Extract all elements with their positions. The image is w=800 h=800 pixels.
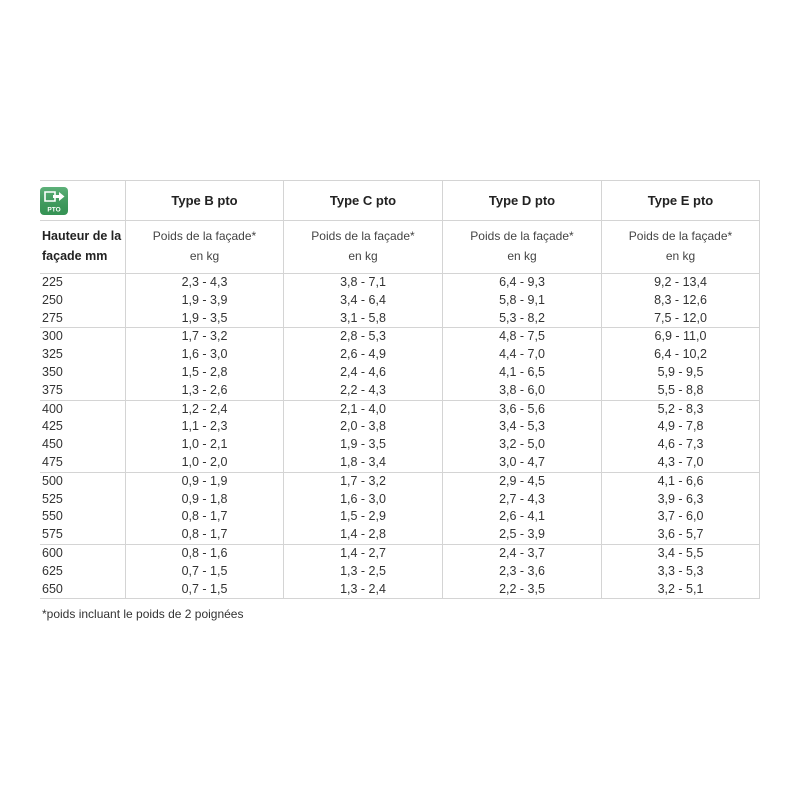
weight-cell-type-e: 4,1 - 6,6 bbox=[601, 473, 760, 491]
height-label bbox=[40, 221, 125, 273]
weight-cell-type-d: 6,4 - 9,3 bbox=[442, 274, 601, 292]
weight-cell-type-c: 1,7 - 3,2 bbox=[283, 473, 442, 491]
weight-cell-type-d: 3,8 - 6,0 bbox=[442, 382, 601, 400]
height-cell: 350 bbox=[42, 364, 63, 379]
weight-label-type-e bbox=[601, 221, 760, 273]
weight-cell-type-e: 8,3 - 12,6 bbox=[601, 292, 760, 310]
height-cell: 275 bbox=[42, 310, 63, 325]
table-row bbox=[40, 581, 760, 599]
weight-cell-type-b: 0,7 - 1,5 bbox=[125, 563, 283, 581]
table-row bbox=[40, 310, 760, 328]
label-row bbox=[40, 221, 760, 274]
weight-cell-type-e: 3,3 - 5,3 bbox=[601, 563, 760, 581]
weight-cell-type-d: 3,2 - 5,0 bbox=[442, 436, 601, 454]
row-group bbox=[40, 401, 760, 473]
weight-cell-type-c: 2,1 - 4,0 bbox=[283, 401, 442, 419]
table-body bbox=[40, 274, 760, 599]
table-row bbox=[40, 364, 760, 382]
height-cell: 400 bbox=[42, 401, 63, 416]
weight-cell-type-c: 2,4 - 4,6 bbox=[283, 364, 442, 382]
weight-cell-type-d: 5,3 - 8,2 bbox=[442, 310, 601, 328]
logo-cell bbox=[40, 181, 125, 220]
weight-cell-type-e: 7,5 - 12,0 bbox=[601, 310, 760, 328]
weight-cell-type-c: 1,4 - 2,7 bbox=[283, 545, 442, 563]
weight-cell-type-b: 0,8 - 1,7 bbox=[125, 508, 283, 526]
weight-cell-type-d: 2,5 - 3,9 bbox=[442, 526, 601, 544]
height-cell: 500 bbox=[42, 473, 63, 488]
weight-label-line-1: Poids de la façade* bbox=[311, 229, 415, 243]
weight-cell-type-c: 2,0 - 3,8 bbox=[283, 418, 442, 436]
row-group bbox=[40, 328, 760, 400]
weight-cell-type-d: 4,4 - 7,0 bbox=[442, 346, 601, 364]
column-header-type-d: Type D pto bbox=[442, 181, 601, 220]
weight-label-line-2: en kg bbox=[348, 249, 378, 263]
weight-cell-type-e: 4,9 - 7,8 bbox=[601, 418, 760, 436]
weight-label-line-2: en kg bbox=[665, 249, 696, 263]
table-row bbox=[40, 436, 760, 454]
weight-cell-type-c: 1,4 - 2,8 bbox=[283, 526, 442, 544]
weight-cell-type-e: 3,6 - 5,7 bbox=[601, 526, 760, 544]
weight-cell-type-d: 4,1 - 6,5 bbox=[442, 364, 601, 382]
weight-cell-type-c: 3,1 - 5,8 bbox=[283, 310, 442, 328]
row-group bbox=[40, 473, 760, 545]
weight-label-line-2: en kg bbox=[189, 249, 220, 263]
height-cell: 625 bbox=[42, 563, 63, 578]
weight-cell-type-c: 2,8 - 5,3 bbox=[283, 328, 442, 346]
weight-cell-type-b: 1,5 - 2,8 bbox=[125, 364, 283, 382]
weight-cell-type-c: 2,2 - 4,3 bbox=[283, 382, 442, 400]
weight-cell-type-b: 1,9 - 3,9 bbox=[125, 292, 283, 310]
weight-cell-type-b: 0,9 - 1,8 bbox=[125, 491, 283, 509]
weight-cell-type-b: 0,7 - 1,5 bbox=[125, 581, 283, 599]
table-row bbox=[40, 382, 760, 400]
weight-cell-type-d: 2,6 - 4,1 bbox=[442, 508, 601, 526]
weight-cell-type-c: 1,8 - 3,4 bbox=[283, 454, 442, 472]
weight-cell-type-e: 6,4 - 10,2 bbox=[601, 346, 760, 364]
weight-label-type-d bbox=[442, 221, 601, 273]
pto-logo-text: PTO bbox=[47, 206, 61, 213]
table-row bbox=[40, 473, 760, 491]
weight-cell-type-e: 5,9 - 9,5 bbox=[601, 364, 760, 382]
column-header-type-c: Type C pto bbox=[283, 181, 442, 220]
height-cell: 300 bbox=[42, 329, 63, 344]
weight-cell-type-d: 2,4 - 3,7 bbox=[442, 545, 601, 563]
weight-cell-type-c: 3,8 - 7,1 bbox=[283, 274, 442, 292]
table-row bbox=[40, 418, 760, 436]
height-label-line-1: Hauteur de la bbox=[42, 229, 122, 243]
weight-cell-type-c: 1,5 - 2,9 bbox=[283, 508, 442, 526]
weight-label-line-1: Poids de la façade* bbox=[152, 229, 257, 243]
table-row bbox=[40, 328, 760, 346]
table-row bbox=[40, 401, 760, 419]
height-cell: 325 bbox=[42, 347, 63, 362]
pto-logo-icon bbox=[40, 187, 68, 215]
weight-cell-type-e: 3,7 - 6,0 bbox=[601, 508, 760, 526]
height-cell: 600 bbox=[42, 545, 63, 560]
height-cell: 650 bbox=[42, 581, 63, 596]
weight-cell-type-c: 1,3 - 2,4 bbox=[283, 581, 442, 599]
weight-cell-type-b: 1,7 - 3,2 bbox=[125, 328, 283, 346]
row-group bbox=[40, 274, 760, 328]
table-row bbox=[40, 526, 760, 544]
table-row bbox=[40, 292, 760, 310]
weight-cell-type-d: 2,3 - 3,6 bbox=[442, 563, 601, 581]
weight-cell-type-e: 5,2 - 8,3 bbox=[601, 401, 760, 419]
weight-cell-type-b: 1,2 - 2,4 bbox=[125, 401, 283, 419]
footnote: *poids incluant le poids de 2 poignées bbox=[42, 607, 244, 621]
weight-cell-type-b: 0,8 - 1,6 bbox=[125, 545, 283, 563]
weight-cell-type-d: 2,7 - 4,3 bbox=[442, 491, 601, 509]
weight-cell-type-c: 3,4 - 6,4 bbox=[283, 292, 442, 310]
table-row bbox=[40, 545, 760, 563]
weight-cell-type-b: 2,3 - 4,3 bbox=[125, 274, 283, 292]
weight-cell-type-e: 6,9 - 11,0 bbox=[601, 328, 760, 346]
row-group bbox=[40, 545, 760, 599]
weight-cell-type-c: 2,6 - 4,9 bbox=[283, 346, 442, 364]
height-cell: 225 bbox=[42, 275, 63, 289]
column-header-type-b: Type B pto bbox=[125, 181, 283, 220]
weight-cell-type-d: 3,0 - 4,7 bbox=[442, 454, 601, 472]
table-row bbox=[40, 491, 760, 509]
weight-cell-type-e: 5,5 - 8,8 bbox=[601, 382, 760, 400]
weight-cell-type-e: 3,4 - 5,5 bbox=[601, 545, 760, 563]
weight-cell-type-c: 1,3 - 2,5 bbox=[283, 563, 442, 581]
weight-cell-type-e: 4,3 - 7,0 bbox=[601, 454, 760, 472]
table-row bbox=[40, 346, 760, 364]
column-header-row bbox=[40, 181, 760, 221]
height-label-line-2: façade mm bbox=[42, 249, 108, 263]
weight-cell-type-d: 3,6 - 5,6 bbox=[442, 401, 601, 419]
height-cell: 575 bbox=[42, 527, 63, 542]
height-cell: 450 bbox=[42, 437, 63, 452]
table-row bbox=[40, 274, 760, 292]
table-row bbox=[40, 563, 760, 581]
weight-cell-type-b: 1,6 - 3,0 bbox=[125, 346, 283, 364]
weight-cell-type-b: 1,1 - 2,3 bbox=[125, 418, 283, 436]
height-cell: 375 bbox=[42, 382, 63, 397]
weight-cell-type-e: 4,6 - 7,3 bbox=[601, 436, 760, 454]
weight-cell-type-d: 5,8 - 9,1 bbox=[442, 292, 601, 310]
height-cell: 425 bbox=[42, 419, 63, 434]
weight-cell-type-e: 3,9 - 6,3 bbox=[601, 491, 760, 509]
height-cell: 250 bbox=[42, 292, 63, 307]
weight-cell-type-c: 1,6 - 3,0 bbox=[283, 491, 442, 509]
weight-label-line-2: en kg bbox=[507, 249, 537, 263]
weight-cell-type-b: 1,0 - 2,0 bbox=[125, 454, 283, 472]
weight-cell-type-d: 2,2 - 3,5 bbox=[442, 581, 601, 599]
weight-cell-type-e: 9,2 - 13,4 bbox=[601, 274, 760, 292]
weight-label-line-1: Poids de la façade* bbox=[628, 229, 733, 243]
weight-cell-type-b: 0,9 - 1,9 bbox=[125, 473, 283, 491]
height-cell: 525 bbox=[42, 491, 63, 506]
height-cell: 550 bbox=[42, 509, 63, 524]
table-row bbox=[40, 508, 760, 526]
weight-cell-type-d: 2,9 - 4,5 bbox=[442, 473, 601, 491]
column-header-type-e: Type E pto bbox=[601, 181, 760, 220]
weight-label-line-1: Poids de la façade* bbox=[470, 229, 574, 243]
weight-cell-type-d: 3,4 - 5,3 bbox=[442, 418, 601, 436]
weight-cell-type-b: 1,9 - 3,5 bbox=[125, 310, 283, 328]
table-row bbox=[40, 454, 760, 472]
weight-cell-type-d: 4,8 - 7,5 bbox=[442, 328, 601, 346]
weight-cell-type-b: 0,8 - 1,7 bbox=[125, 526, 283, 544]
weight-label-type-b bbox=[125, 221, 283, 273]
weight-cell-type-b: 1,3 - 2,6 bbox=[125, 382, 283, 400]
weight-cell-type-b: 1,0 - 2,1 bbox=[125, 436, 283, 454]
weight-label-type-c bbox=[283, 221, 442, 273]
weight-cell-type-c: 1,9 - 3,5 bbox=[283, 436, 442, 454]
weight-cell-type-e: 3,2 - 5,1 bbox=[601, 581, 760, 599]
height-cell: 475 bbox=[42, 454, 63, 469]
weight-table bbox=[40, 180, 760, 599]
